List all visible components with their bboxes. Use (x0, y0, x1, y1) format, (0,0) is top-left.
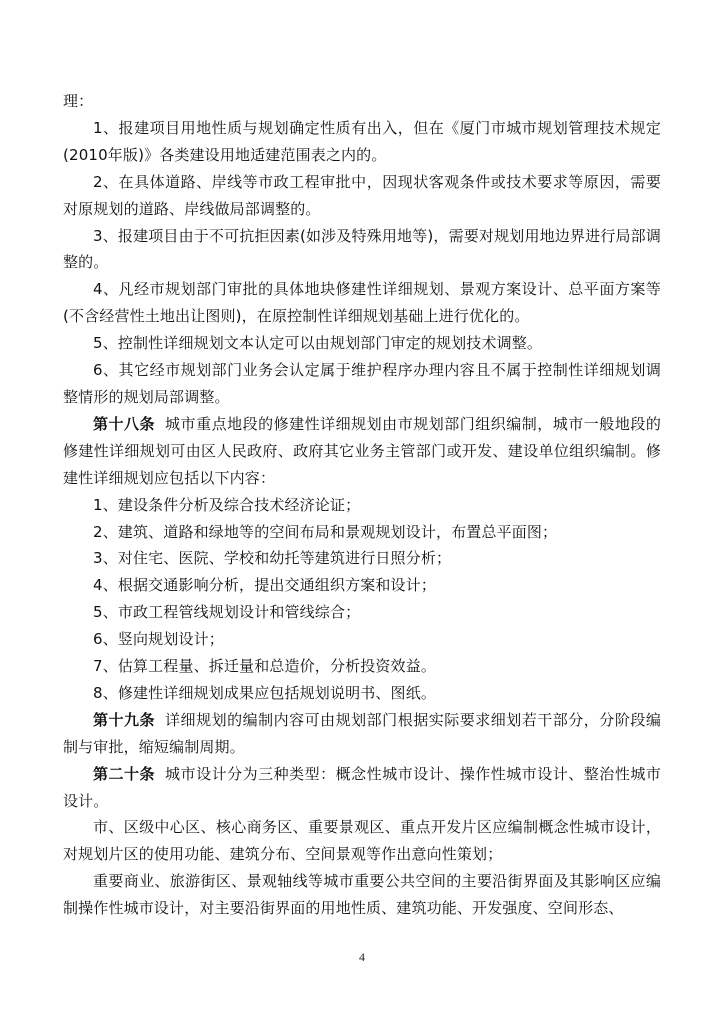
paragraph-text: 7、估算工程量、拆迁量和总造价，分析投资效益。 (93, 657, 436, 676)
paragraph-text: 4、凡经市规划部门审批的具体地块修建性详细规划、景观方案设计、总平面方案等(不含经营性土地出让图则)，在原控制性详细规划基础上进行优化的。 (63, 280, 661, 326)
paragraph-text: 6、竖向规划设计； (93, 630, 224, 649)
paragraph-text: 市、区级中心区、核心商务区、重要景观区、重点开发片区应编制概念性城市设计，对规划片区的使用功能、建筑分布、空间景观等作出意向性策划； (63, 818, 661, 864)
paragraph (63, 88, 661, 115)
article-paragraph (63, 411, 661, 492)
paragraph-text: 2、在具体道路、岸线等市政工程审批中，因现状客观条件或技术要求等原因，需要对原规划的道路、岸线做局部调整的。 (63, 172, 661, 218)
article-heading: 第十八条 (93, 414, 156, 433)
paragraph (63, 680, 661, 707)
paragraph (63, 492, 661, 519)
paragraph-text: 城市重点地段的修建性详细规划由市规划部门组织编制，城市一般地段的修建性详细规划可由区人民政府、政府其它业务主管部门或开发、建设单位组织编制。修建性详细规划应包括以下内容： (63, 414, 661, 487)
paragraph-text: 5、控制性详细规划文本认定可以由规划部门审定的规划技术调整。 (93, 334, 543, 353)
paragraph (63, 330, 661, 357)
paragraph (63, 276, 661, 330)
article-heading: 第十九条 (93, 710, 156, 729)
paragraph (63, 868, 661, 922)
paragraph-text: 理： (63, 92, 94, 110)
paragraph (63, 599, 661, 626)
article-paragraph (63, 707, 661, 761)
paragraph (63, 223, 661, 277)
article-paragraph (63, 761, 661, 815)
paragraph (63, 572, 661, 599)
paragraph-text: 4、根据交通影响分析，提出交通组织方案和设计； (93, 576, 436, 595)
paragraph (63, 814, 661, 868)
paragraph-text: 3、对住宅、医院、学校和幼托等建筑进行日照分析； (93, 549, 452, 568)
paragraph (63, 169, 661, 223)
body-text (63, 88, 661, 922)
paragraph-text: 5、市政工程管线规划设计和管线综合； (93, 603, 361, 622)
paragraph-text: 城市设计分为三种类型：概念性城市设计、操作性城市设计、整治性城市设计。 (63, 764, 661, 810)
paragraph (63, 115, 661, 169)
paragraph-text: 重要商业、旅游街区、景观轴线等城市重要公共空间的主要沿街界面及其影响区应编制操作性城市设计，对主要沿街界面的用地性质、建筑功能、开发强度、空间形态、 (63, 872, 661, 918)
paragraph (63, 519, 661, 546)
article-heading: 第二十条 (93, 764, 156, 783)
paragraph-text: 2、建筑、道路和绿地等的空间布局和景观规划设计，布置总平面图； (93, 522, 558, 541)
paragraph (63, 626, 661, 653)
paragraph-text: 详细规划的编制内容可由规划部门根据实际要求细划若干部分，分阶段编制与审批，缩短编制周期。 (63, 710, 661, 756)
paragraph-text: 1、建设条件分析及综合技术经济论证； (93, 495, 361, 514)
paragraph (63, 545, 661, 572)
paragraph-text: 8、修建性详细规划成果应包括规划说明书、图纸。 (93, 683, 436, 702)
paragraph-text: 6、其它经市规划部门业务会认定属于维护程序办理内容且不属于控制性详细规划调整情形的规划局部调整。 (63, 361, 661, 406)
page-number: 4 (359, 950, 365, 964)
paragraph (63, 653, 661, 680)
paragraph (63, 357, 661, 411)
paragraph-text: 3、报建项目由于不可抗拒因素(如涉及特殊用地等)，需要对规划用地边界进行局部调整的。 (63, 226, 661, 272)
paragraph-text: 1、报建项目用地性质与规划确定性质有出入，但在《厦门市城市规划管理技术规定(2010年版)》各类建设用地适建范围表之内的。 (63, 118, 661, 164)
